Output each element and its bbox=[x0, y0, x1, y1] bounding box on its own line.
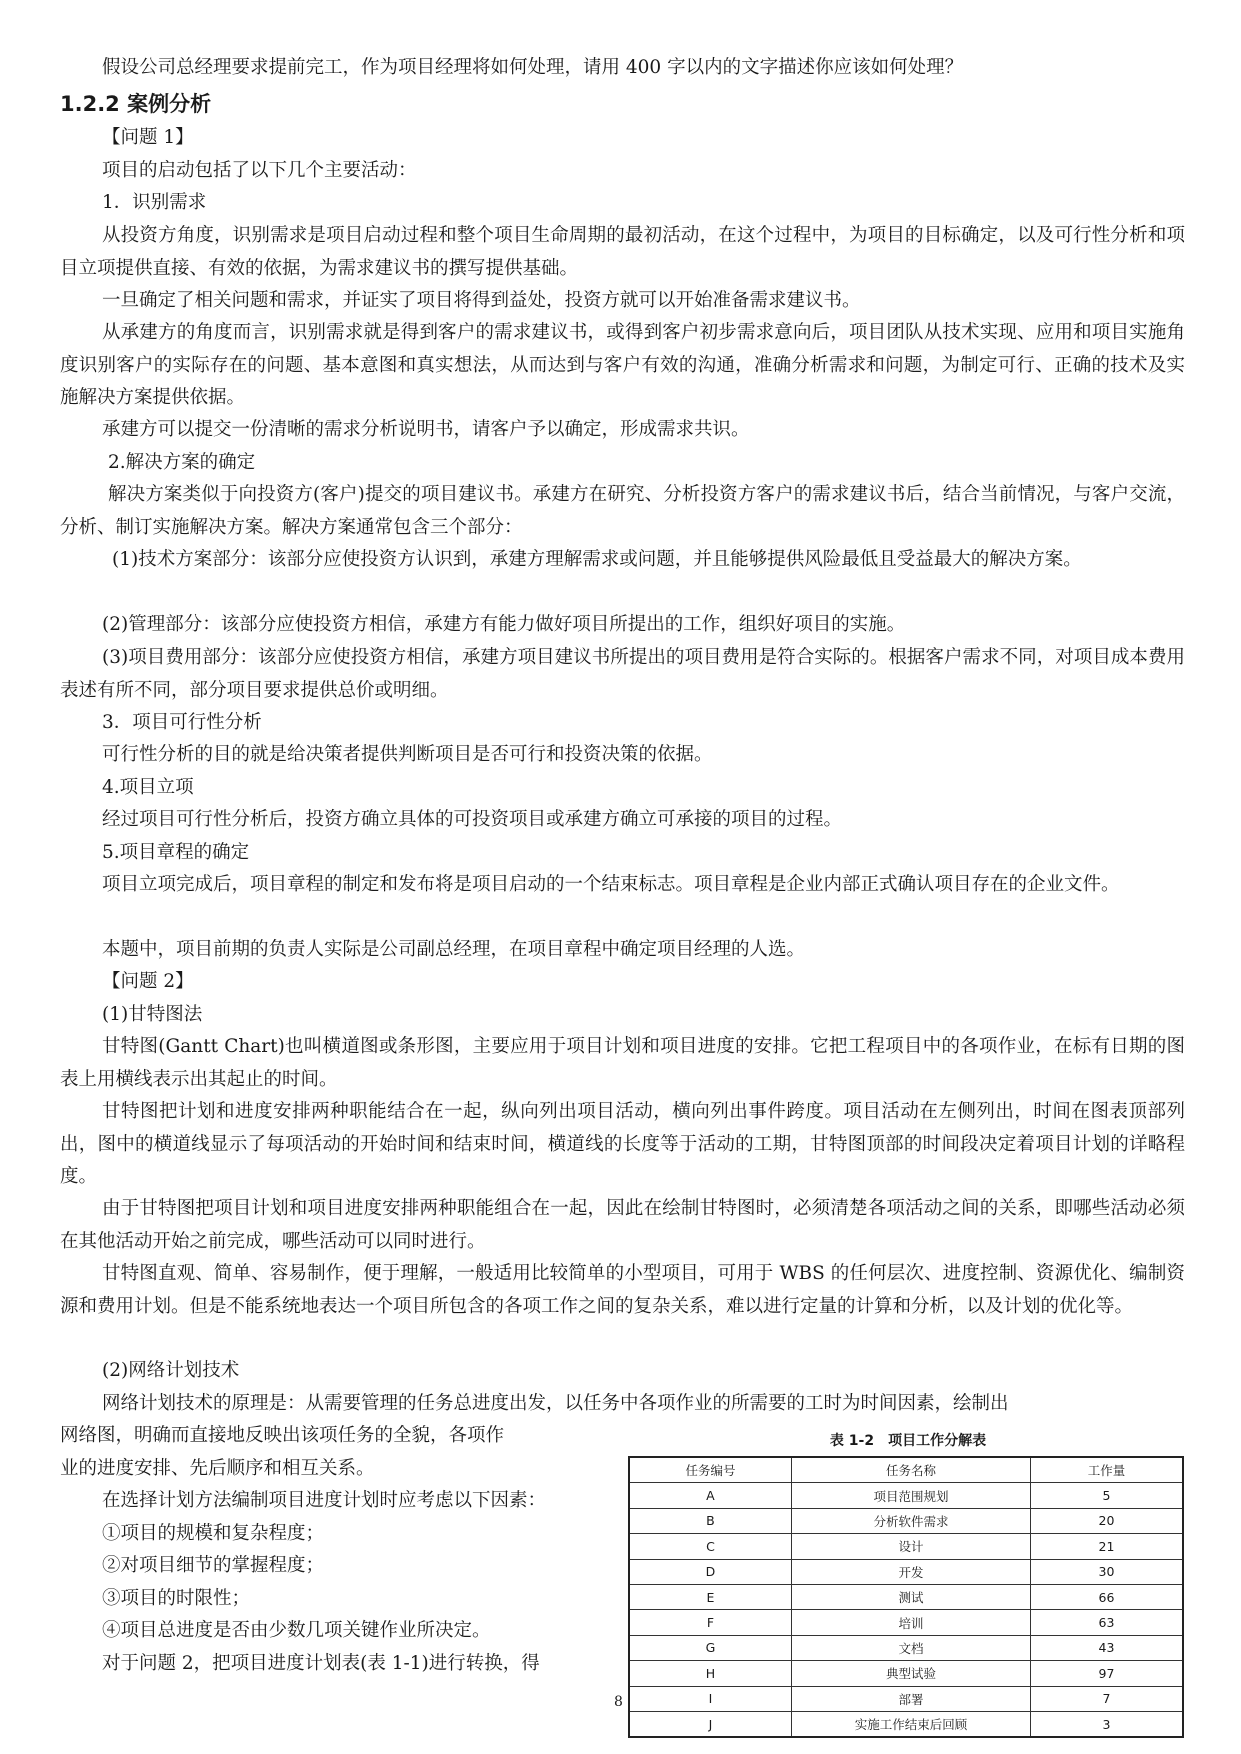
workload-cell: 43 bbox=[1031, 1635, 1183, 1660]
workload-cell: 3 bbox=[1031, 1711, 1183, 1737]
task-id-cell: D bbox=[629, 1559, 791, 1584]
table-row bbox=[629, 1483, 1183, 1508]
gantt-paragraph-4: 甘特图直观、简单、容易制作，便于理解，一般适用比较简单的小型项目，可用于 WBS 的任何层次、进度控制、资源优化、编制资源和费用计划。但是不能系统地表达一个项目所包含的各项工作之间的复杂关系，难以进行定量的计算和分析，以及计划的优化等。 bbox=[60, 1263, 1185, 1317]
table-row bbox=[629, 1686, 1183, 1711]
factor-2: ②对项目细节的掌握程度； bbox=[102, 1555, 325, 1576]
workload-cell: 66 bbox=[1031, 1584, 1183, 1609]
task-name-cell: 典型试验 bbox=[791, 1661, 1030, 1686]
q1-step2-paragraph-2: (1)技术方案部分：该部分应使投资方认识到，承建方理解需求或问题，并且能够提供风险最低且受益最大的解决方案。 bbox=[112, 549, 1082, 570]
gantt-paragraph-3: 由于甘特图把项目计划和项目进度安排两种职能组合在一起，因此在绘制甘特图时，必须清楚各项活动之间的关系，即哪些活动必须在其他活动开始之前完成，哪些活动可以同时进行。 bbox=[60, 1198, 1185, 1252]
task-name-cell: 项目范围规划 bbox=[791, 1483, 1030, 1508]
network-plan-paragraph-3: 对于问题 2，把项目进度计划表(表 1-1)进行转换，得 bbox=[102, 1653, 540, 1674]
table-row bbox=[629, 1661, 1183, 1686]
network-plan-paragraph-line-2: 网络图，明确而直接地反映出该项任务的全貌，各项作 bbox=[60, 1425, 505, 1446]
q1-step5-paragraph-2: 本题中，项目前期的负责人实际是公司副总经理，在项目章程中确定项目经理的人选。 bbox=[102, 939, 806, 960]
table-header-row bbox=[629, 1457, 1183, 1483]
table-row bbox=[629, 1584, 1183, 1609]
q1-step4-paragraph: 经过项目可行性分析后，投资方确立具体的可投资项目或承建方确立可承接的项目的过程。 bbox=[102, 809, 843, 830]
factor-1: ①项目的规模和复杂程度； bbox=[102, 1523, 325, 1544]
task-name-cell: 文档 bbox=[791, 1635, 1030, 1660]
intro-question-paragraph: 假设公司总经理要求提前完工，作为项目经理将如何处理，请用 400 字以内的文字描述你应该如何处理？ bbox=[102, 57, 964, 78]
task-id-cell: E bbox=[629, 1584, 791, 1609]
q1-step4-title: 4.项目立项 bbox=[102, 777, 194, 798]
header-task-name: 任务名称 bbox=[791, 1457, 1030, 1483]
q1-step2-paragraph-1: 解决方案类似于向投资方(客户)提交的项目建议书。承建方在研究、分析投资方客户的需求建议书后，结合当前情况，与客户交流，分析、制订实施解决方案。解决方案通常包含三个部分： bbox=[60, 484, 1185, 538]
workload-cell: 5 bbox=[1031, 1483, 1183, 1508]
question-1-label: 【问题 1】 bbox=[102, 127, 194, 148]
gantt-paragraph-1: 甘特图(Gantt Chart)也叫横道图或条形图，主要应用于项目计划和项目进度的安排。它把工程项目中的各项作业，在标有日期的图表上用横线表示出其起止的时间。 bbox=[60, 1036, 1185, 1090]
factors-intro: 在选择计划方法编制项目进度计划时应考虑以下因素： bbox=[102, 1490, 547, 1511]
table-row bbox=[629, 1508, 1183, 1533]
q1-step1-title: 1．识别需求 bbox=[102, 192, 207, 213]
workload-cell: 97 bbox=[1031, 1661, 1183, 1686]
network-plan-title: (2)网络计划技术 bbox=[102, 1360, 240, 1381]
table-row bbox=[629, 1610, 1183, 1635]
q1-step1-paragraph-2: 一旦确定了相关问题和需求，并证实了项目将得到益处，投资方就可以开始准备需求建议书。 bbox=[102, 290, 861, 311]
q1-step5-paragraph-1: 项目立项完成后，项目章程的制定和发布将是项目启动的一个结束标志。项目章程是企业内部正式确认项目存在的企业文件。 bbox=[102, 874, 1120, 895]
task-name-cell: 开发 bbox=[791, 1559, 1030, 1584]
workload-cell: 7 bbox=[1031, 1686, 1183, 1711]
table-row bbox=[629, 1534, 1183, 1559]
gantt-paragraph-2: 甘特图把计划和进度安排两种职能结合在一起，纵向列出项目活动，横向列出事件跨度。项目活动在左侧列出，时间在图表顶部列出，图中的横道线显示了每项活动的开始时间和结束时间，横道线的长度等于活动的工期，甘特图顶部的时间段决定着项目计划的详略程度。 bbox=[60, 1101, 1185, 1187]
table-title: 表 1-2 项目工作分解表 bbox=[829, 1433, 987, 1449]
q1-step3-title: 3．项目可行性分析 bbox=[102, 712, 262, 733]
table-row bbox=[629, 1635, 1183, 1660]
workload-cell: 21 bbox=[1031, 1534, 1183, 1559]
task-name-cell: 实施工作结束后回顾 bbox=[791, 1711, 1030, 1737]
q1-intro: 项目的启动包括了以下几个主要活动： bbox=[102, 160, 417, 181]
q1-step1-paragraph-4: 承建方可以提交一份清晰的需求分析说明书，请客户予以确定，形成需求共识。 bbox=[102, 419, 750, 440]
section-heading: 1.2.2 案例分析 bbox=[60, 92, 212, 116]
work-breakdown-table-container bbox=[628, 1426, 1188, 1738]
task-id-cell: C bbox=[629, 1534, 791, 1559]
page-number: 8 bbox=[614, 1694, 623, 1710]
header-workload: 工作量 bbox=[1031, 1457, 1183, 1483]
task-id-cell: F bbox=[629, 1610, 791, 1635]
factor-3: ③项目的时限性； bbox=[102, 1588, 251, 1609]
q1-step1-paragraph-1: 从投资方角度，识别需求是项目启动过程和整个项目生命周期的最初活动，在这个过程中，为项目的目标确定，以及可行性分析和项目立项提供直接、有效的依据，为需求建议书的撰写提供基础。 bbox=[60, 225, 1185, 279]
network-plan-paragraph-line-1: 网络计划技术的原理是：从需要管理的任务总进度出发，以任务中各项作业的所需要的工时为时间因素，绘制出 bbox=[102, 1393, 1009, 1414]
gantt-title: (1)甘特图法 bbox=[102, 1004, 203, 1025]
task-id-cell: B bbox=[629, 1508, 791, 1533]
q1-step2-paragraph-3: (2)管理部分：该部分应使投资方相信，承建方有能力做好项目所提出的工作，组织好项目的实施。 bbox=[102, 614, 906, 635]
task-name-cell: 测试 bbox=[791, 1584, 1030, 1609]
task-id-cell: I bbox=[629, 1686, 791, 1711]
table-row bbox=[629, 1711, 1183, 1737]
network-plan-paragraph-line-3: 业的进度安排、先后顺序和相互关系。 bbox=[60, 1458, 375, 1479]
q1-step1-paragraph-3: 从承建方的角度而言，识别需求就是得到客户的需求建议书，或得到客户初步需求意向后，项目团队从技术实现、应用和项目实施角度识别客户的实际存在的问题、基本意图和真实想法，从而达到与客户有效的沟通，准确分析需求和问题，为制定可行、正确的技术及实施解决方案提供依据。 bbox=[60, 322, 1185, 408]
task-id-cell: H bbox=[629, 1661, 791, 1686]
q1-step3-paragraph: 可行性分析的目的就是给决策者提供判断项目是否可行和投资决策的依据。 bbox=[102, 744, 713, 765]
header-task-id: 任务编号 bbox=[629, 1457, 791, 1483]
q1-step5-title: 5.项目章程的确定 bbox=[102, 842, 250, 863]
table-row bbox=[629, 1559, 1183, 1584]
task-name-cell: 培训 bbox=[791, 1610, 1030, 1635]
q1-step2-paragraph-4: (3)项目费用部分：该部分应使投资方相信，承建方项目建议书所提出的项目费用是符合实际的。根据客户需求不同，对项目成本费用表述有所不同，部分项目要求提供总价或明细。 bbox=[60, 647, 1185, 701]
factor-4: ④项目总进度是否由少数几项关键作业所决定。 bbox=[102, 1620, 491, 1641]
task-id-cell: J bbox=[629, 1711, 791, 1737]
task-name-cell: 设计 bbox=[791, 1534, 1030, 1559]
workload-cell: 20 bbox=[1031, 1508, 1183, 1533]
workload-cell: 30 bbox=[1031, 1559, 1183, 1584]
task-id-cell: A bbox=[629, 1483, 791, 1508]
q1-step2-title: 2.解决方案的确定 bbox=[108, 452, 256, 473]
question-2-label: 【问题 2】 bbox=[102, 971, 194, 992]
workload-cell: 63 bbox=[1031, 1610, 1183, 1635]
task-id-cell: G bbox=[629, 1635, 791, 1660]
work-breakdown-table bbox=[628, 1456, 1184, 1738]
task-name-cell: 分析软件需求 bbox=[791, 1508, 1030, 1533]
task-name-cell: 部署 bbox=[791, 1686, 1030, 1711]
